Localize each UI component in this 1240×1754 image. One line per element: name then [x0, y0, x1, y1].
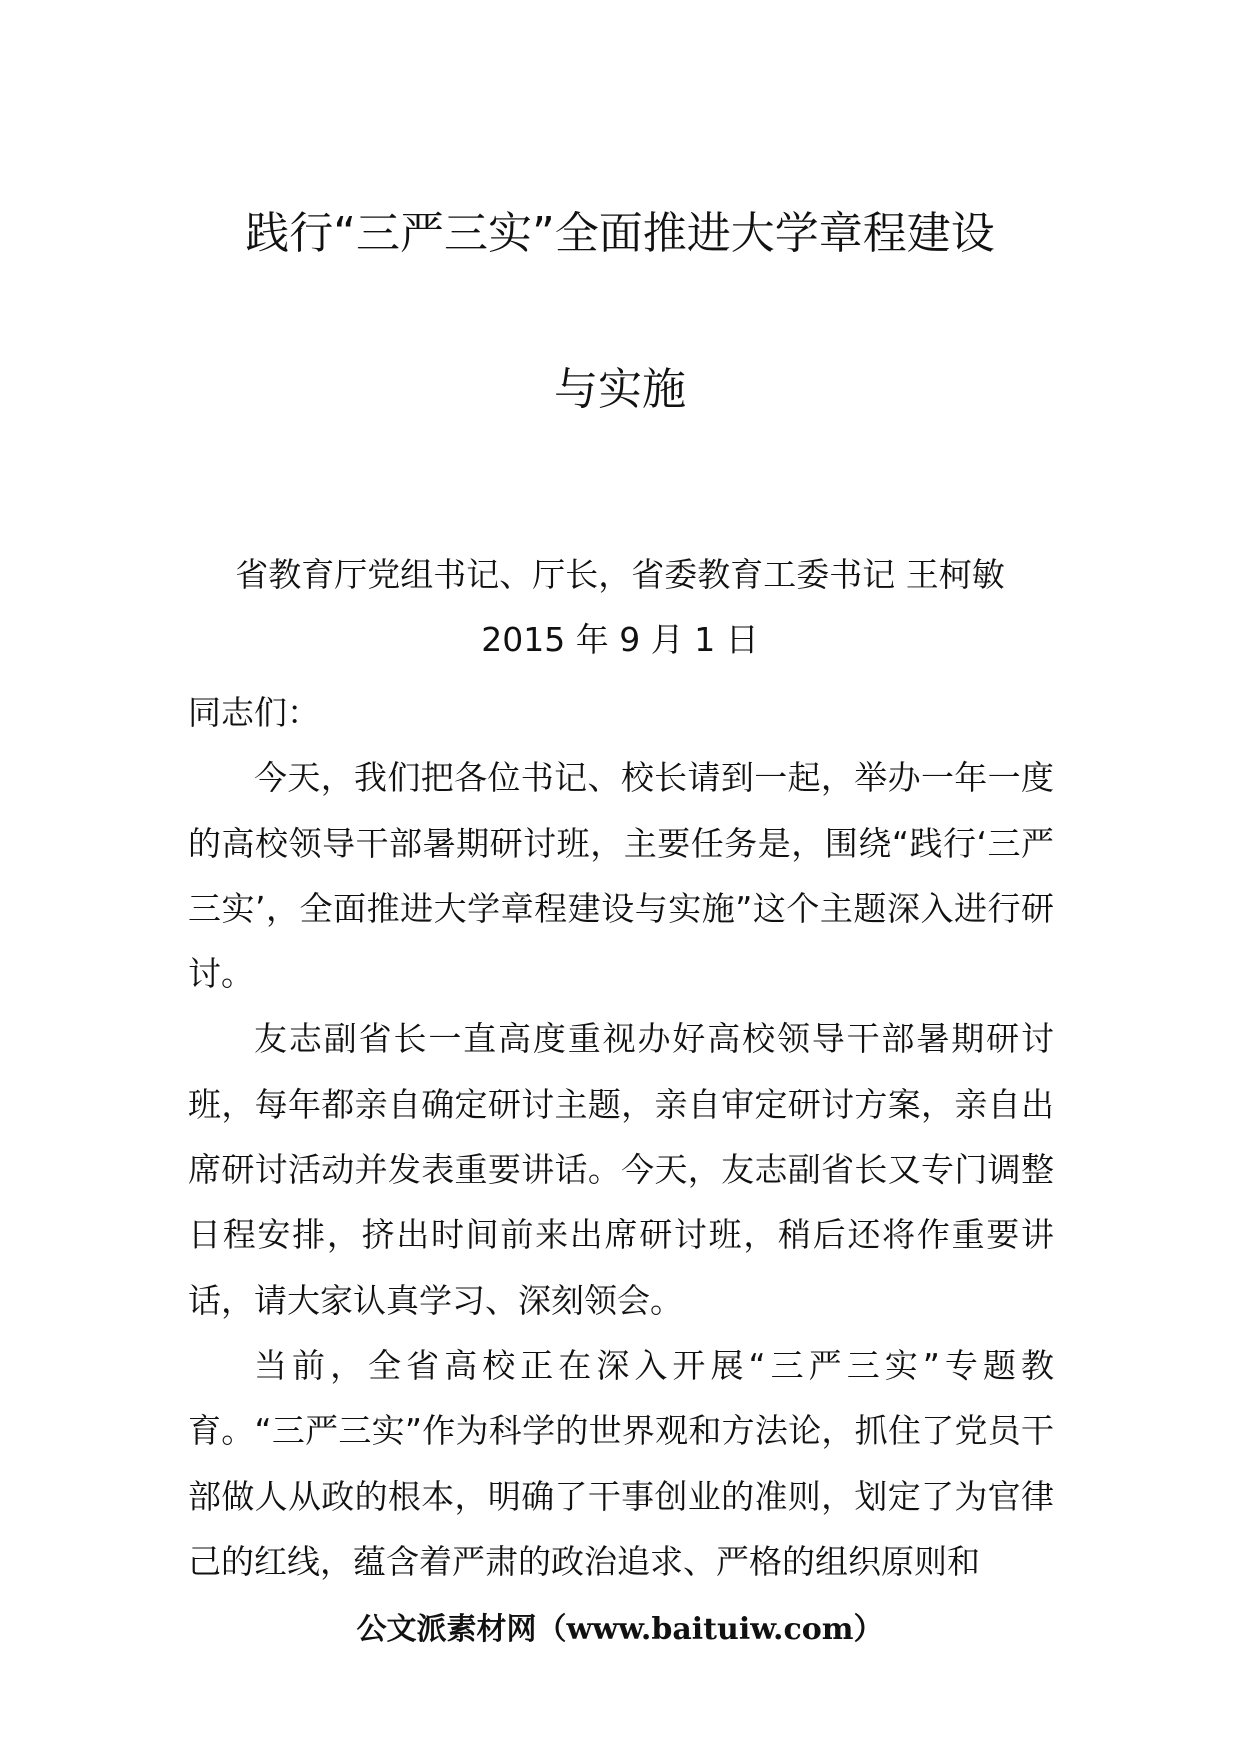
salutation: 同志们： [188, 693, 320, 732]
document-title-line-2: 与实施 [554, 364, 686, 415]
footer-watermark: 公文派素材网（www.baituiw.com） [356, 1612, 884, 1647]
paragraph-2: 友志副省长一直高度重视办好高校领导干部暑期研讨班，每年都亲自确定研讨主题，亲自审定研讨方案，亲自出席研讨活动并发表重要讲话。今天，友志副省长又专门调整日程安排，挤出时间前来出席研讨班，稍后还将作重要讲话，请大家认真学习、深刻领会。 [188, 1019, 1054, 1320]
document-title-line-1: 践行“三严三实”全面推进大学章程建设 [245, 208, 995, 259]
author-line: 省教育厅党组书记、厅长，省委教育工委书记 王柯敏 [235, 555, 1005, 594]
document-body [188, 680, 1054, 1594]
date-line: 2015 年 9 月 1 日 [481, 620, 759, 659]
paragraph-3: 当前，全省高校正在深入开展“三严三实”专题教育。“三严三实”作为科学的世界观和方法论，抓住了党员干部做人从政的根本，明确了干事创业的准则，划定了为官律己的红线，蕴含着严肃的政治追求、严格的组织原则和 [188, 1345, 1054, 1581]
paragraph-1: 今天，我们把各位书记、校长请到一起，举办一年一度的高校领导干部暑期研讨班，主要任务是，围绕“践行‘三严三实’，全面推进大学章程建设与实施”这个主题深入进行研讨。 [188, 758, 1054, 994]
